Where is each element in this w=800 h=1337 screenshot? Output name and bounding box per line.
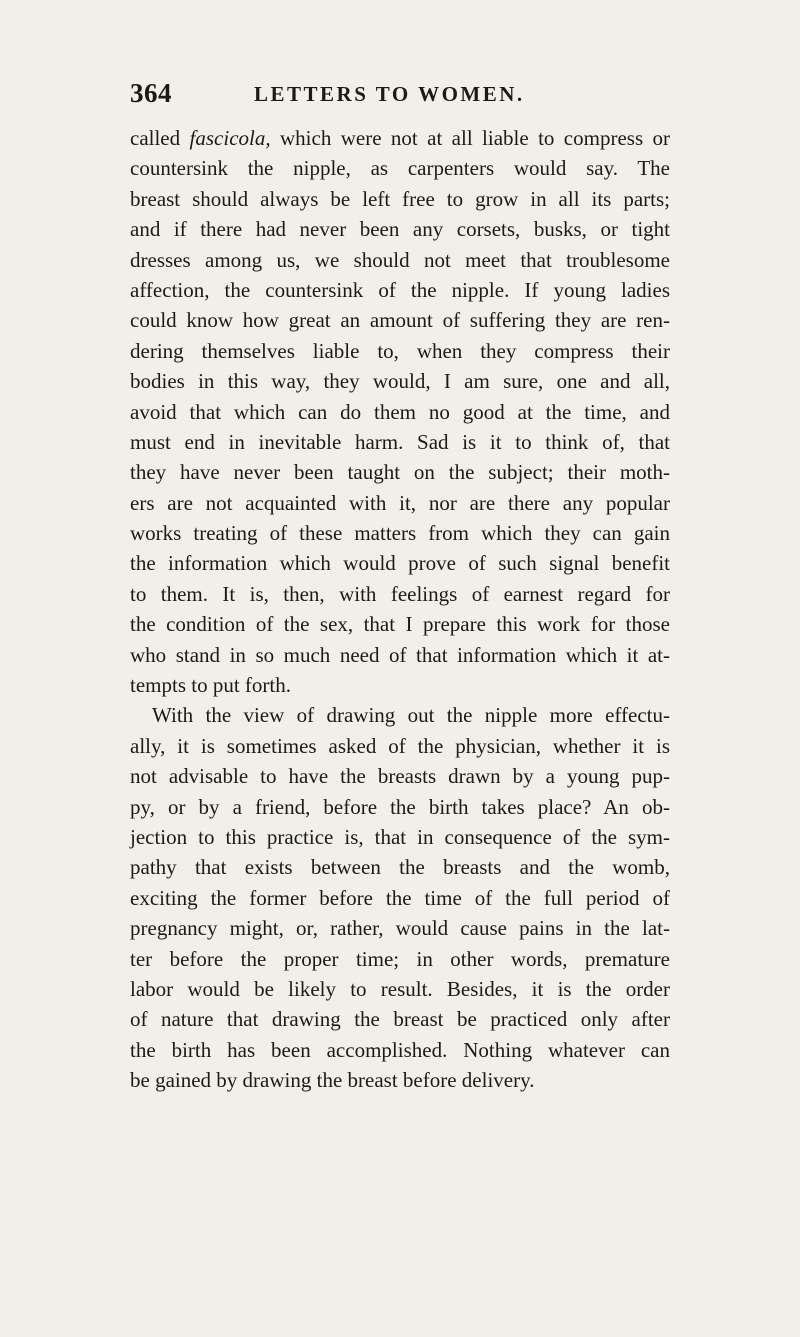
italic-term: fascicola, <box>189 126 271 150</box>
text-line: breast should always be left free to grow in all its parts; <box>130 186 670 211</box>
text-line: of nature that drawing the breast be practiced only after <box>130 1007 670 1032</box>
text-line: and if there had never been any corsets, busks, or tight <box>130 217 670 242</box>
text-line: affection, the countersink of the nipple. If young ladies <box>130 277 670 302</box>
text-line: pathy that exists between the breasts and the womb, <box>130 855 670 880</box>
text-line <box>130 123 670 153</box>
text-run: which were not at all liable to compress or <box>270 126 670 150</box>
text-line: the information which would prove of such signal benefit <box>130 551 670 576</box>
text-line: dering themselves liable to, when they compress their <box>130 338 670 363</box>
text-line: ers are not acquainted with it, nor are there any popular <box>130 490 670 515</box>
text-line: exciting the former before the time of the full period of <box>130 885 670 910</box>
text-line: who stand in so much need of that information which it at- <box>130 642 670 667</box>
text-line: countersink the nipple, as carpenters would say. The <box>130 156 670 181</box>
text-line: labor would be likely to result. Besides, it is the order <box>130 976 670 1001</box>
text-line: the condition of the sex, that I prepare this work for those <box>130 612 670 637</box>
text-line: must end in inevitable harm. Sad is it to think of, that <box>130 429 670 454</box>
text-line: ter before the proper time; in other words, premature <box>130 946 670 971</box>
text-line: not advisable to have the breasts drawn by a young pup- <box>130 764 670 789</box>
text-line: dresses among us, we should not meet that troublesome <box>130 247 670 272</box>
text-line: be gained by drawing the breast before delivery. <box>130 1068 535 1093</box>
text-line: pregnancy might, or, rather, would cause pains in the lat- <box>130 916 670 941</box>
text-line: works treating of these matters from which they can gain <box>130 521 670 546</box>
text-line: tempts to put forth. <box>130 673 291 698</box>
text-line: to them. It is, then, with feelings of earnest regard for <box>130 581 670 606</box>
body-text <box>130 123 670 1096</box>
text-line: bodies in this way, they would, I am sure, one and all, <box>130 369 670 394</box>
text-line: With the view of drawing out the nipple more effectu- <box>152 703 670 728</box>
text-line: they have never been taught on the subject; their moth- <box>130 460 670 485</box>
text-line: ally, it is sometimes asked of the physician, whether it is <box>130 733 670 758</box>
text-line: jection to this practice is, that in consequence of the sym- <box>130 824 670 849</box>
text-line: py, or by a friend, before the birth takes place? An ob- <box>130 794 670 819</box>
text-run: called <box>130 126 190 150</box>
text-line: the birth has been accomplished. Nothing whatever can <box>130 1037 670 1062</box>
text-line: could know how great an amount of suffering they are ren- <box>130 308 670 333</box>
page-number: 364 <box>130 78 172 108</box>
page-header <box>130 78 670 112</box>
text-line: avoid that which can do them no good at the time, and <box>130 399 670 424</box>
running-head: LETTERS TO WOMEN. <box>254 82 525 106</box>
